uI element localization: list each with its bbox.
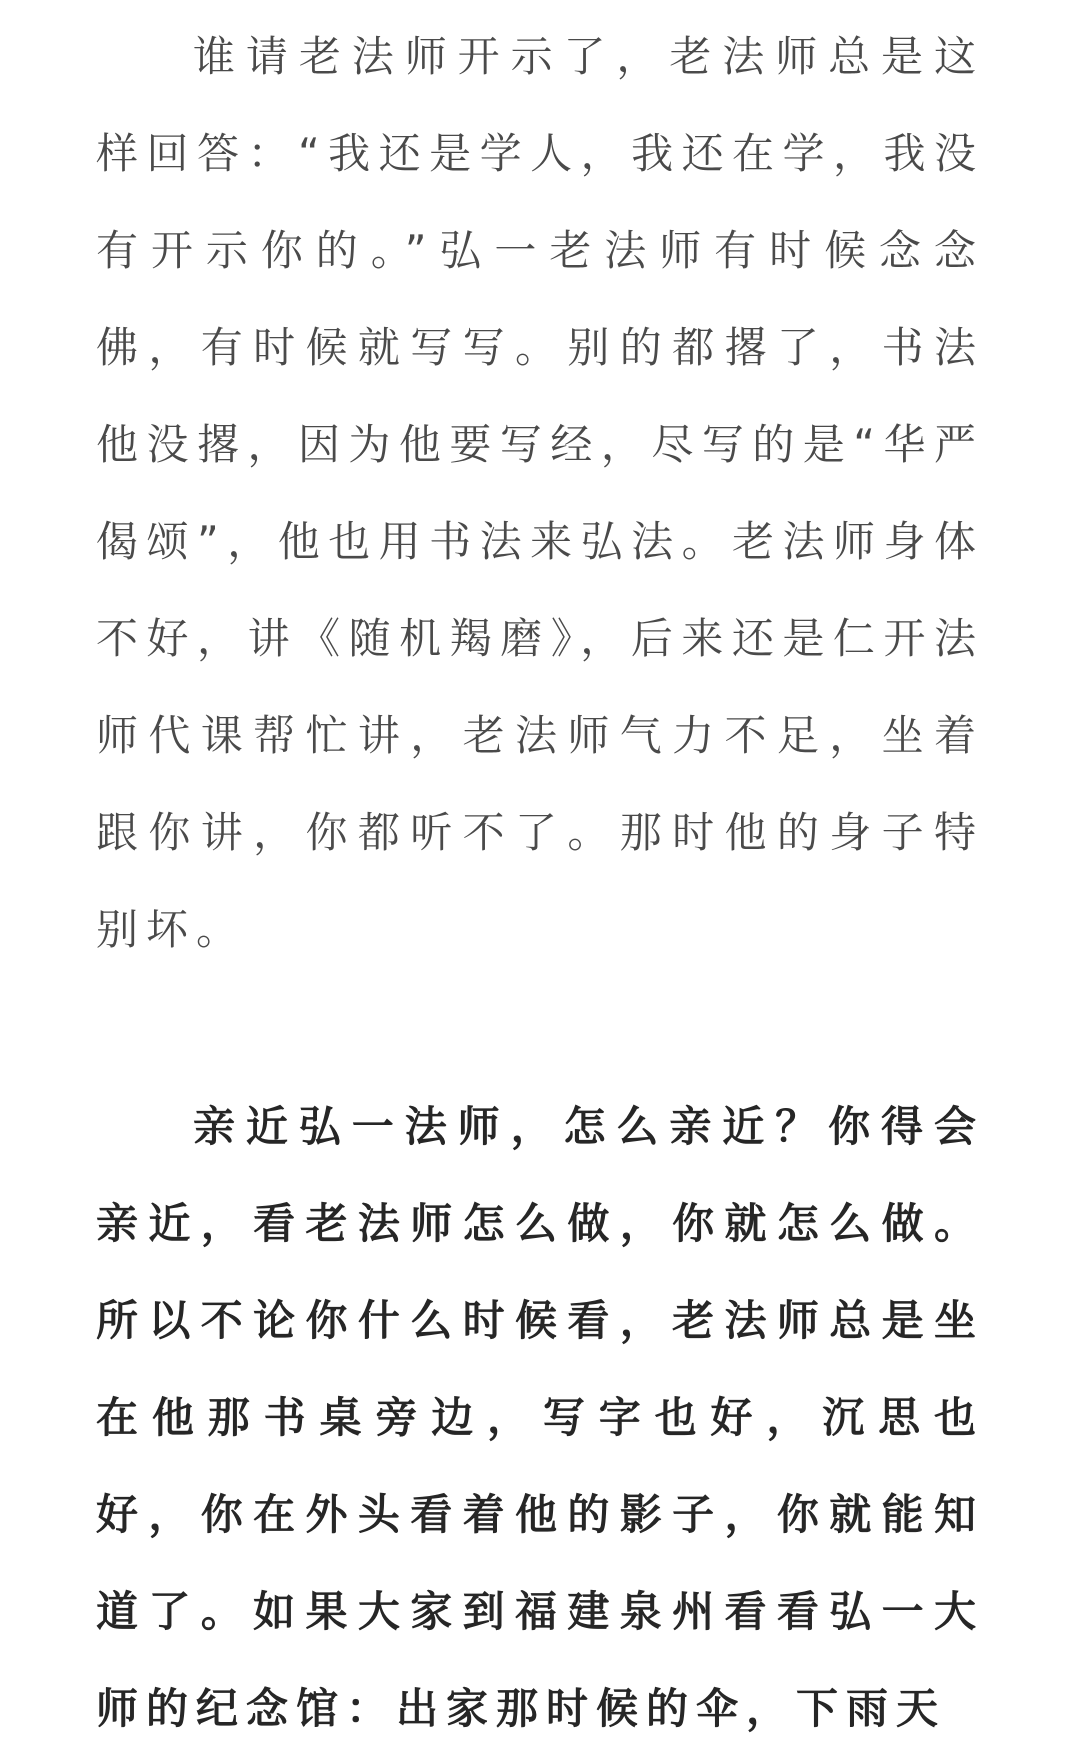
paragraph-bold: 亲近弘一法师，怎么亲近？你得会亲近，看老法师怎么做，你就怎么做。所以不论你什么时候看，老法师总是坐在他那书桌旁边，写字也好，沉思也好，你在外头看着他的影子，你就能知道了。如果大家到福建泉州看看弘一大师的纪念馆：出家那时候的伞，下雨天 — [96, 1102, 984, 1733]
article-body — [96, 8, 984, 1757]
paragraph-regular: 谁请老法师开示了，老法师总是这样回答：“我还是学人，我还在学，我没有开示你的。”弘一老法师有时候念念佛，有时候就写写。别的都撂了，书法他没撂，因为他要写经，尽写的是“华严偈颂”，他也用书法来弘法。老法师身体不好，讲《随机羯磨》，后来还是仁开法师代课帮忙讲，老法师气力不足，坐着跟你讲，你都听不了。那时他的身子特别坏。 — [96, 32, 984, 954]
